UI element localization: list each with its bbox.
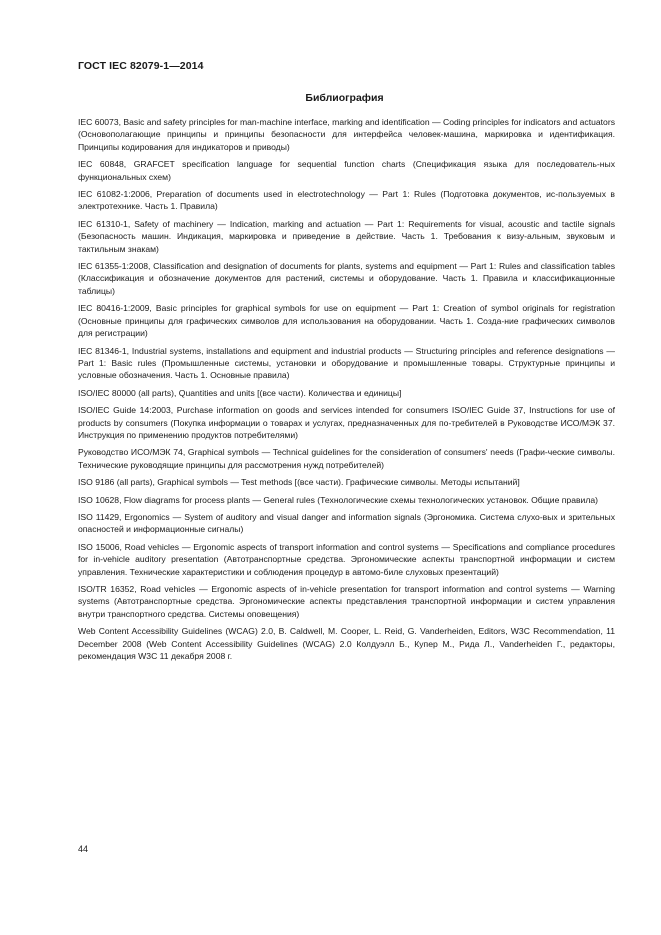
bibliography-entry: IEC 61310-1, Safety of machinery — Indication, marking and actuation — Part 1: Requirements for visual, acoustic and tactile signals (Безопасность машин. Индикация, маркировка и приведение в действие. Часть 1. Требования к визу-альным, звуковым и тактильным знакам) <box>78 218 615 254</box>
bibliography-entry: ISO 15006, Road vehicles — Ergonomic aspects of transport information and control systems — Specifications and compliance procedures for in-vehicle auditory presentation (Автотранспортные средства. Эргономические аспекты транспортной информации и систем управления. Технические характеристики и соблюдения процедур в автомо-биле слуховых презентаций) <box>78 541 615 577</box>
bibliography-entry: Руководство ИСО/МЭК 74, Graphical symbols — Technical guidelines for the consideration of consumers' needs (Графи-ческие символы. Технические руководящие принципы для рассмотрения нужд потребителей) <box>78 447 615 470</box>
bibliography-entry: IEC 80416-1:2009, Basic principles for graphical symbols for use on equipment — Part 1: Creation of symbol originals for registration (Основные принципы для графических символов для использования на оборудовании. Часть 1. Созда-ние графических символов для регистрации) <box>78 303 615 339</box>
bibliography-entry: ISO/TR 16352, Road vehicles — Ergonomic aspects of in-vehicle presentation for transport information and control systems — Warning systems (Автотранспортные средства. Эргономические аспекты представления транспортной информации и систем управления внутри транспортного средства. Системы оповещения) <box>78 584 615 619</box>
bibliography-entry: ISO 10628, Flow diagrams for process plants — General rules (Технологические схемы технологических установок. Общие правила) <box>78 494 598 505</box>
bibliography-entry: IEC 61355-1:2008, Classification and designation of documents for plants, systems and equipment — Part 1: Rules and classification tables (Классификация и обозначение документов для растений, системы и оборудование. Часть 1. Правила и классификационные таблицы) <box>78 261 615 296</box>
bibliography-entry: ISO/IEC 80000 (all parts), Quantities and units [(все части). Количества и единицы] <box>78 387 402 398</box>
page-number: 44 <box>78 844 89 854</box>
document-header: ГОСТ IEC 82079-1—2014 <box>78 60 204 72</box>
bibliography-entry: Web Content Accessibility Guidelines (WCAG) 2.0, B. Caldwell, M. Cooper, L. Reid, G. Vanderheiden, Editors, W3C Recommendation, 11 December 2008 (Web Content Accessibility Guidelines (WCAG) 2.0 Колдуэлл Б., Купер М., Рида Л., Vanderheiden Г., редакторы, рекомендация W3C 11 декабря 2008 г. <box>78 626 615 662</box>
bibliography-entry: IEC 61082-1:2006, Preparation of documents used in electrotechnology — Part 1: Rules (Подготовка документов, ис-пользуемых в электротехнике. Часть 1. Правила) <box>78 189 615 212</box>
section-title: Библиография <box>305 92 384 104</box>
bibliography-entry: IEC 60073, Basic and safety principles for man-machine interface, marking and identification — Coding principles for indicators and actuators (Основополагающие принципы и принципы безопасности для интерфейса человек-машина, маркировка и идентификация. Принципы кодирования для индикаторов и приводы) <box>78 117 615 152</box>
bibliography-entry: ISO 11429, Ergonomics — System of auditory and visual danger and information signals (Эргономика. Система слухо-вых и зрительных опасностей и информационные сигналы) <box>78 511 615 535</box>
bibliography-list <box>78 116 615 667</box>
bibliography-entry: ISO/IEC Guide 14:2003, Purchase information on goods and services intended for consumers ISO/IEC Guide 37, Instructions for use of products by consumers (Покупка информации о товарах и услугах, предназначенных для по-требителей в Руководстве ИСО/МЭК 37. Инструкция по применению продуктов потребителями) <box>78 405 615 440</box>
bibliography-entry: IEC 60848, GRAFCET specification language for sequential function charts (Спецификация языка для последователь-ных функциональных схем) <box>78 159 615 182</box>
bibliography-entry: ISO 9186 (all parts), Graphical symbols — Test methods [(все части). Графические символы. Методы испытаний] <box>78 477 520 488</box>
bibliography-entry: IEC 81346-1, Industrial systems, installations and equipment and industrial products — Structuring principles and reference designations — Part 1: Basic rules (Промышленные системы, установки и оборудование и промышленные товары. Структурные принципы и условные обозначения. Часть 1. Основные правила) <box>78 345 615 381</box>
